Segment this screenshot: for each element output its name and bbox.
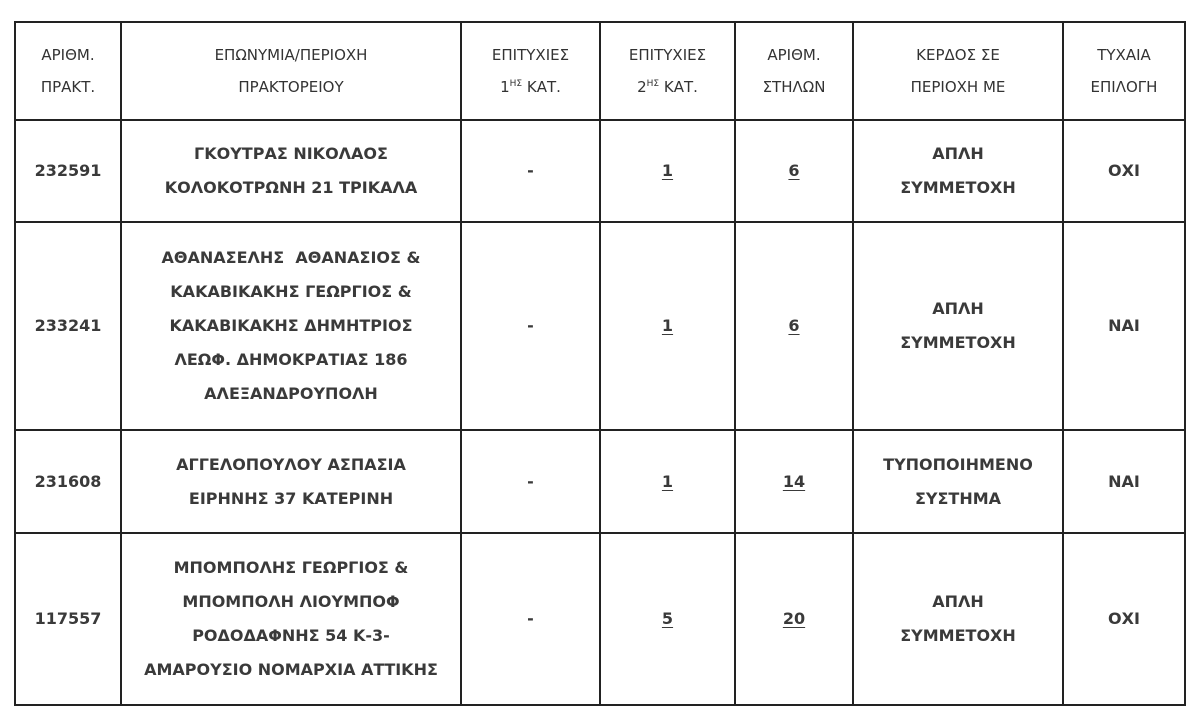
random-selection: ΟΧΙ	[1063, 533, 1185, 705]
first-category-wins: -	[461, 222, 600, 430]
agency-code: 231608	[15, 430, 121, 533]
second-category-link[interactable]: 5	[661, 609, 674, 628]
agency-name-address	[121, 533, 461, 705]
header-second-bottom	[607, 71, 728, 103]
header-second-sup: ΗΣ	[646, 79, 660, 89]
header-first-sup: ΗΣ	[509, 79, 523, 89]
random-selection: ΟΧΙ	[1063, 120, 1185, 222]
agency-name-address	[121, 222, 461, 430]
header-code-line: ΠΡΑΚΤ.	[40, 78, 96, 96]
first-category-wins: -	[461, 533, 600, 705]
second-category-wins	[600, 430, 735, 533]
header-random	[1063, 22, 1185, 120]
gain-line: ΣΥΜΜΕΤΟΧΗ	[900, 178, 1016, 197]
header-second-num: 2	[637, 78, 647, 96]
header-row	[15, 22, 1185, 120]
agency-code: 233241	[15, 222, 121, 430]
columns-count	[735, 533, 853, 705]
agency-line: ΑΘΑΝΑΣΕΛΗΣ ΑΘΑΝΑΣΙΟΣ &	[161, 248, 421, 267]
agency-line: ΑΓΓΕΛΟΠΟΥΛΟΥ ΑΣΠΑΣΙΑ	[176, 454, 406, 474]
gain-line: ΤΥΠΟΠΟΙΗΜΕΝΟ	[883, 454, 1033, 474]
winners-table	[14, 21, 1186, 706]
agency-name-address	[121, 430, 461, 533]
gain-line: ΑΠΛΗ	[932, 299, 984, 318]
header-random-line: ΤΥΧΑΙΑ	[1097, 46, 1151, 64]
header-second-category	[600, 22, 735, 120]
columns-link[interactable]: 6	[788, 316, 800, 335]
agency-line: ΚΟΛΟΚΟΤΡΩΝΗ 21 ΤΡΙΚΑΛΑ	[164, 178, 418, 197]
agency-line: ΡΟΔΟΔΑΦΝΗΣ 54 Κ-3-	[192, 626, 390, 645]
header-columns-line: ΑΡΙΘΜ.	[767, 46, 821, 64]
random-selection: ΝΑΙ	[1063, 430, 1185, 533]
second-category-wins	[600, 222, 735, 430]
header-first-top: ΕΠΙΤΥΧΙΕΣ	[491, 46, 570, 64]
agency-code: 117557	[15, 533, 121, 705]
table-row	[15, 222, 1185, 430]
second-category-link[interactable]: 1	[661, 316, 674, 335]
header-gain	[853, 22, 1063, 120]
header-first-category	[461, 22, 600, 120]
header-code	[15, 22, 121, 120]
columns-count	[735, 222, 853, 430]
second-category-wins	[600, 533, 735, 705]
header-code-line: ΑΡΙΘΜ.	[41, 46, 95, 64]
header-first-rest: ΚΑΤ.	[522, 78, 561, 96]
header-random-line: ΕΠΙΛΟΓΗ	[1090, 78, 1158, 96]
header-second-top: ΕΠΙΤΥΧΙΕΣ	[628, 46, 707, 64]
columns-link[interactable]: 6	[788, 161, 800, 180]
table-row	[15, 120, 1185, 222]
header-first-bottom	[468, 71, 593, 103]
gain-type	[853, 533, 1063, 705]
agency-name-address	[121, 120, 461, 222]
first-category-wins: -	[461, 120, 600, 222]
agency-line: ΜΠΟΜΠΟΛΗΣ ΓΕΩΡΓΙΟΣ &	[173, 558, 409, 577]
gain-line: ΣΥΜΜΕΤΟΧΗ	[900, 333, 1016, 352]
gain-type	[853, 222, 1063, 430]
random-selection: ΝΑΙ	[1063, 222, 1185, 430]
columns-link[interactable]: 20	[782, 609, 806, 628]
header-first-num: 1	[500, 78, 510, 96]
header-gain-line: ΚΕΡΔΟΣ ΣΕ	[916, 46, 1000, 64]
agency-line: ΚΑΚΑΒΙΚΑΚΗΣ ΓΕΩΡΓΙΟΣ &	[170, 282, 412, 301]
agency-line: ΑΜΑΡΟΥΣΙΟ ΝΟΜΑΡΧΙΑ ΑΤΤΙΚΗΣ	[144, 660, 438, 679]
table-row	[15, 533, 1185, 705]
agency-line: ΛΕΩΦ. ΔΗΜΟΚΡΑΤΙΑΣ 186	[174, 350, 408, 369]
gain-type	[853, 430, 1063, 533]
header-gain-line: ΠΕΡΙΟΧΗ ΜΕ	[910, 78, 1006, 96]
second-category-link[interactable]: 1	[661, 471, 674, 491]
agency-line: ΓΚΟΥΤΡΑΣ ΝΙΚΟΛΑΟΣ	[194, 144, 388, 163]
gain-line: ΑΠΛΗ	[932, 144, 984, 163]
table-row	[15, 430, 1185, 533]
header-columns-line: ΣΤΗΛΩΝ	[762, 78, 826, 96]
second-category-link[interactable]: 1	[661, 161, 674, 180]
agency-code: 232591	[15, 120, 121, 222]
gain-line: ΣΥΣΤΗΜΑ	[914, 488, 1002, 508]
gain-line: ΣΥΜΜΕΤΟΧΗ	[900, 626, 1016, 645]
columns-count	[735, 120, 853, 222]
header-agency-line: ΕΠΩΝΥΜΙΑ/ΠΕΡΙΟΧΗ	[214, 46, 368, 64]
second-category-wins	[600, 120, 735, 222]
gain-line: ΑΠΛΗ	[932, 592, 984, 611]
agency-line: ΚΑΚΑΒΙΚΑΚΗΣ ΔΗΜΗΤΡΙΟΣ	[169, 316, 413, 335]
agency-line: ΑΛΕΞΑΝΔΡΟΥΠΟΛΗ	[204, 384, 378, 403]
gain-type	[853, 120, 1063, 222]
columns-link[interactable]: 14	[782, 471, 806, 491]
header-second-rest: ΚΑΤ.	[659, 78, 698, 96]
columns-count	[735, 430, 853, 533]
agency-line: ΜΠΟΜΠΟΛΗ ΛΙΟΥΜΠΟΦ	[182, 592, 400, 611]
header-agency-line: ΠΡΑΚΤΟΡΕΙΟΥ	[238, 78, 344, 96]
agency-line: ΕΙΡΗΝΗΣ 37 ΚΑΤΕΡΙΝΗ	[188, 488, 394, 508]
header-columns	[735, 22, 853, 120]
first-category-wins: -	[461, 430, 600, 533]
header-agency	[121, 22, 461, 120]
